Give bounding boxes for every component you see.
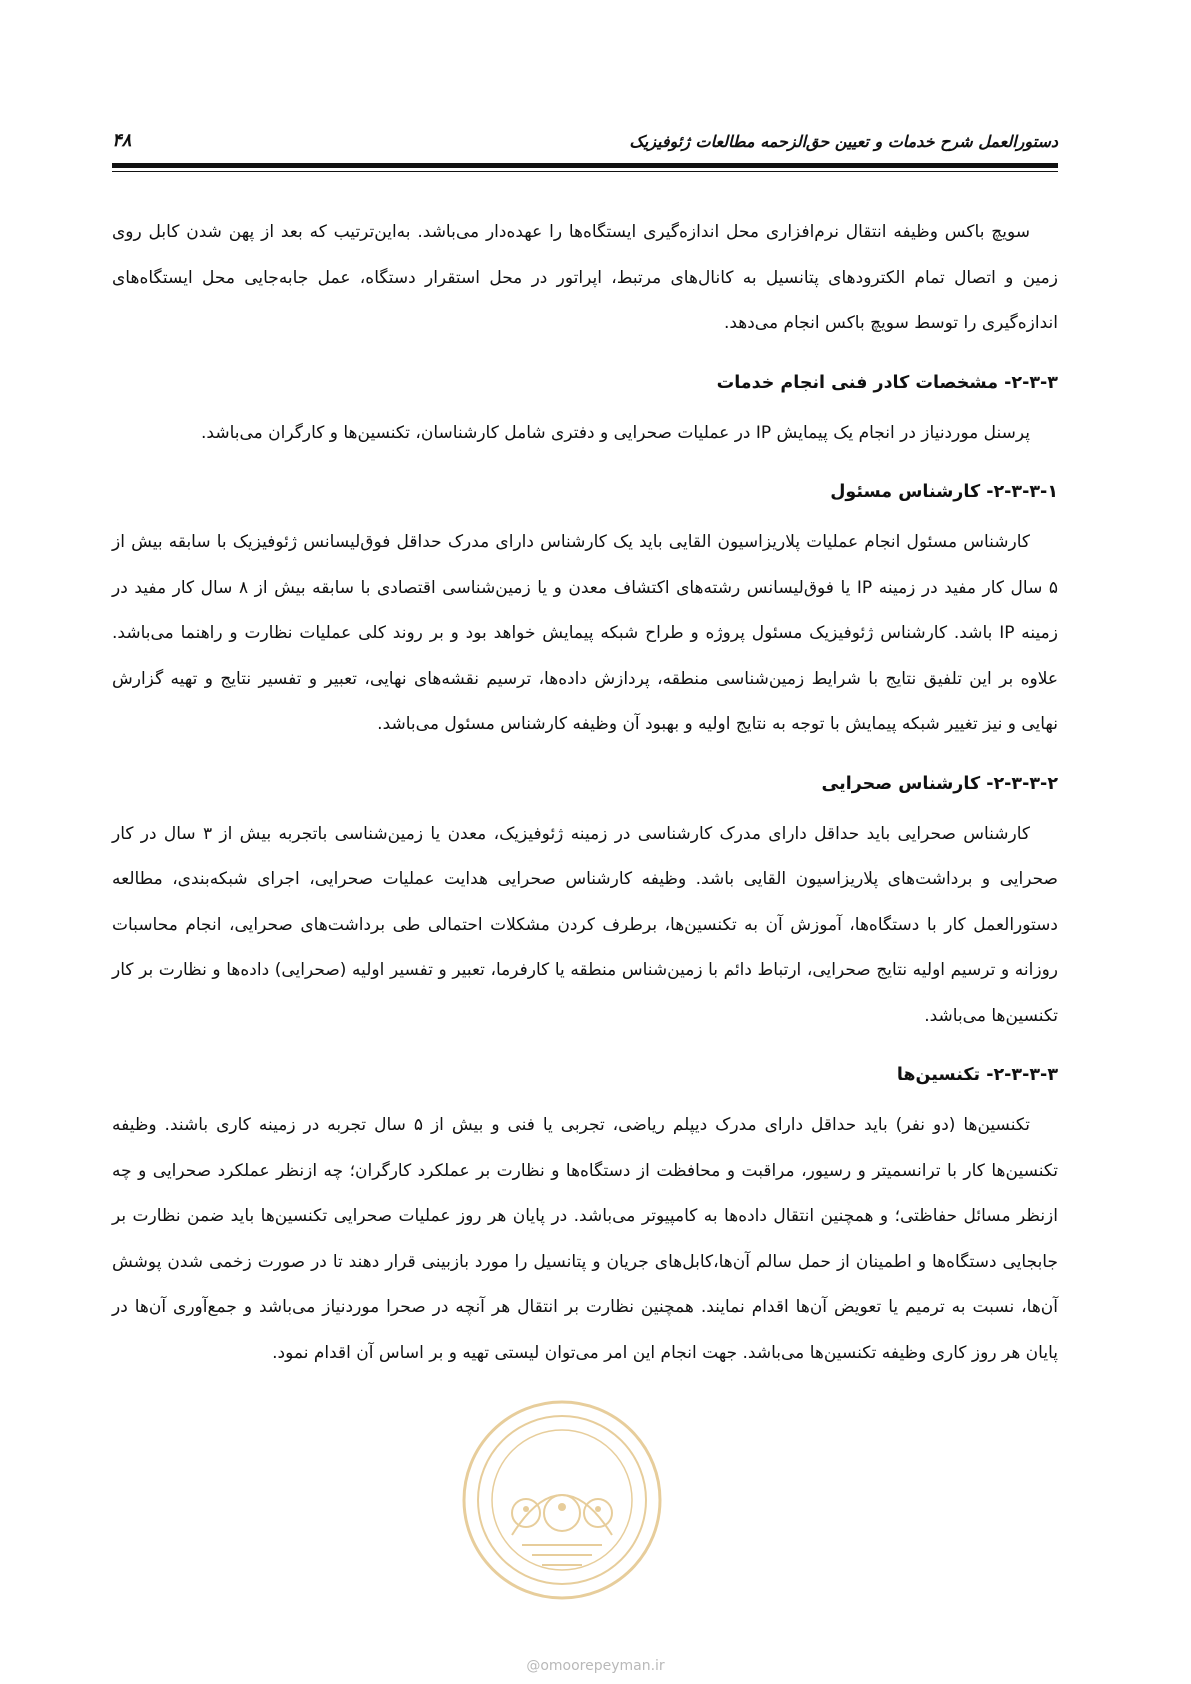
- section-paragraph: پرسنل موردنیاز در انجام یک پیمایش IP در عملیات صحرایی و دفتری شامل کارشناسان، تکنسین‌ها و کارگران می‌باشد.: [201, 422, 1030, 443]
- body-content: [112, 210, 1058, 1376]
- subsection-3-heading: ۲-۳-۳-۳- تکنسین‌ها: [896, 1065, 1058, 1085]
- seal-logo-icon: [452, 1395, 672, 1605]
- section-heading: ۲-۳-۳- مشخصات کادر فنی انجام خدمات: [716, 372, 1058, 393]
- footer-url: @omoorepeyman.ir: [526, 1658, 665, 1674]
- subsection-1-heading: ۲-۳-۳-۱- کارشناس مسئول: [830, 482, 1058, 502]
- header-title: دستورالعمل شرح خدمات و تعیین حق‌الزحمه مطالعات ژئوفیزیک: [629, 132, 1058, 151]
- subsection-2-heading: ۲-۳-۳-۲- کارشناس صحرایی: [821, 773, 1058, 794]
- intro-paragraph: سویچ باکس وظیفه انتقال نرم‌افزاری محل اندازه‌گیری ایستگاه‌ها را عهده‌دار می‌باشد. به‌این‌ترتیب که بعد از پهن شدن کابل روی زمین و اتصال تمام الکترودهای پتانسیل به کانال‌های مرتبط، اپراتور در محل استقرار دستگاه، عمل جابه‌جایی محل ایستگاه‌های اندازه‌گیری را توسط سویچ باکس انجام می‌دهد.: [112, 222, 1058, 333]
- header-rule-thin: [112, 171, 1058, 172]
- watermark-seal: [452, 1395, 672, 1605]
- running-header: [112, 128, 1058, 158]
- subsection-1-paragraph: کارشناس مسئول انجام عملیات پلاریزاسیون القایی باید یک کارشناس دارای مدرک حداقل فوق‌لیسانس ژئوفیزیک با سابقه بیش از ۵ سال کار مفید در زمینه IP یا فوق‌لیسانس رشته‌های اکتشاف معدن و یا زمین‌شناسی اقتصادی با سابقه بیش از ۸ سال کار مفید در زمینه IP باشد. کارشناس ژئوفیزیک مسئول پروژه و طراح شبکه پیمایش خواهد بود و بر روند کلی عملیات نظارت و راهنما می‌باشد. علاوه بر این تلفیق نتایج با شرایط زمین‌شناسی منطقه، پردازش داده‌ها، ترسیم نقشه‌های نهایی، تعبیر و تفسیر نتایج و تهیه گزارش نهایی و نیز تغییر شبکه پیمایش با توجه به نتایج اولیه و بهبود آن وظیفه کارشناس مسئول می‌باشد.: [112, 532, 1058, 734]
- header-rule-thick: [112, 163, 1058, 168]
- subsection-3-paragraph: تکنسین‌ها (دو نفر) باید حداقل دارای مدرک دیپلم ریاضی، تجربی یا فنی و بیش از ۵ سال تجربه در زمینه کاری باشند. وظیفه تکنسین‌ها کار با ترانسمیتر و رسیور، مراقبت و محافظت از دستگاه‌ها و نظارت بر عملکرد کارگران؛ چه ازنظر عملکرد صحرایی و چه ازنظر مسائل حفاظتی؛ و همچنین انتقال داده‌ها به کامپیوتر می‌باشد. در پایان هر روز عملیات صحرایی تکنسین‌ها باید ضمن نظارت بر جابجایی دستگاه‌ها و اطمینان از حمل سالم آن‌ها،کابل‌های جریان و پتانسیل را مورد بازبینی قرار دهند تا در صورت زخمی شدن پوشش آن‌ها، نسبت به ترمیم یا تعویض آن‌ها اقدام نمایند. همچنین نظارت بر انتقال هر آنچه در صحرا موردنیاز می‌باشد و جمع‌آوری آن‌ها در پایان هر روز کاری وظیفه تکنسین‌ها می‌باشد. جهت انجام این امر می‌توان لیستی تهیه و بر اساس آن اقدام نمود.: [112, 1115, 1058, 1363]
- page-number: ۴۸: [112, 130, 132, 151]
- subsection-2-paragraph: کارشناس صحرایی باید حداقل دارای مدرک کارشناسی در زمینه ژئوفیزیک، معدن یا زمین‌شناسی باتجربه بیش از ۳ سال در کار صحرایی و برداشت‌های پلاریزاسیون القایی باشد. وظیفه کارشناس صحرایی هدایت عملیات صحرایی، اجرای شبکه‌بندی، مطالعه دستورالعمل کار با دستگاه‌ها، آموزش آن به تکنسین‌ها، برطرف کردن مشکلات احتمالی طی برداشت‌های صحرایی، انجام محاسبات روزانه و ترسیم اولیه نتایج صحرایی، ارتباط دائم با زمین‌شناس منطقه یا کارفرما، تعبیر و تفسیر اولیه (صحرایی) داده‌ها و نظارت بر کار تکنسین‌ها می‌باشد.: [112, 823, 1058, 1026]
